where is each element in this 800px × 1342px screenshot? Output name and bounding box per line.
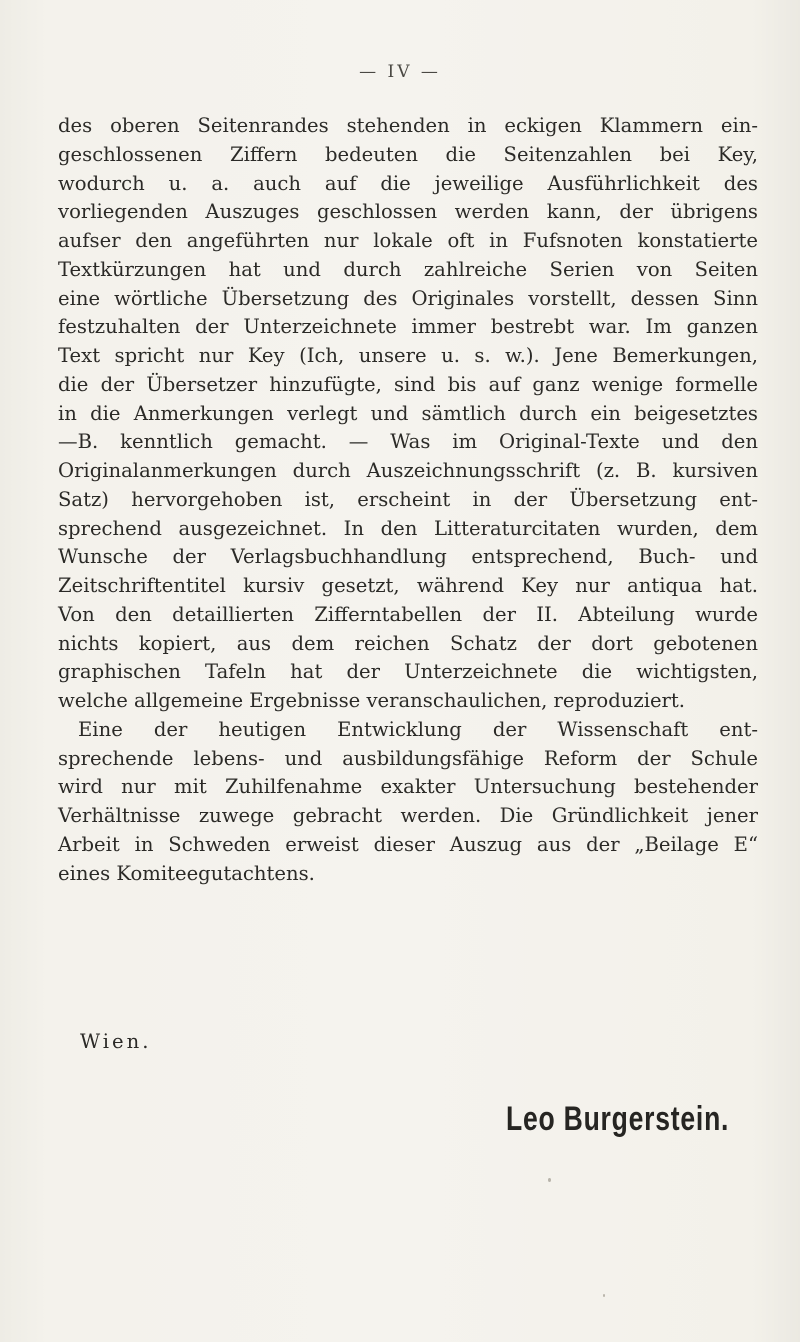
text-line: Eine der heutigen Entwicklung der Wissenschaft ent- xyxy=(78,717,758,741)
text-line: Zeitschriftentitel kursiv gesetzt, während Key nur antiqua hat. xyxy=(58,574,758,597)
text-line: die der Übersetzer hinzufügte, sind bis auf ganz wenige formelle xyxy=(58,372,758,396)
text-line: welche allgemeine Ergebnisse veranschaulichen, reproduziert. xyxy=(58,689,686,712)
text-line: Verhältnisse zuwege gebracht werden. Die Gründlichkeit jener xyxy=(58,804,758,827)
author-signature: Leo Burgerstein. xyxy=(506,1100,730,1138)
text-line: —B. kenntlich gemacht. — Was im Original-Texte und den xyxy=(58,430,758,454)
text-line: Text spricht nur Key (Ich, unsere u. s. w.). Jene Bemerkungen, xyxy=(58,344,758,367)
text-line: Von den detaillierten Zifferntabellen der II. Abteilung wurde xyxy=(58,602,758,626)
text-line: geschlossenen Ziffern bedeuten die Seitenzahlen bei Key, xyxy=(58,142,758,166)
text-line: nichts kopiert, aus dem reichen Schatz der dort gebotenen xyxy=(58,631,758,655)
text-line: Arbeit in Schweden erweist dieser Auszug aus der „Beilage E“ xyxy=(58,832,758,856)
paper-speck xyxy=(603,1294,605,1297)
text-line: graphischen Tafeln hat der Unterzeichnete die wichtigsten, xyxy=(58,660,758,684)
text-line: Originalanmerkungen durch Auszeichnungsschrift (z. B. kursiven xyxy=(58,459,758,482)
page-number: — IV — xyxy=(359,62,441,82)
text-line: vorliegenden Auszuges geschlossen werden kann, der übrigens xyxy=(58,200,758,224)
text-line: Wunsche der Verlagsbuchhandlung entsprechend, Buch- und xyxy=(58,545,758,569)
text-line: wodurch u. a. auch auf die jeweilige Ausführlichkeit des xyxy=(58,171,758,195)
text-line: sprechende lebens- und ausbildungsfähige Reform der Schule xyxy=(58,746,758,770)
paragraph-1 xyxy=(58,112,758,716)
text-line: sprechend ausgezeichnet. In den Litteraturcitaten wurden, dem xyxy=(58,516,758,540)
text-line: Satz) hervorgehoben ist, erscheint in der Übersetzung ent- xyxy=(58,487,758,511)
text-line: in die Anmerkungen verlegt und sämtlich durch ein beigesetztes xyxy=(58,401,758,425)
paper-speck xyxy=(548,1178,551,1182)
body-text xyxy=(58,112,758,888)
place-name: Wien. xyxy=(80,1030,152,1053)
text-line: wird nur mit Zuhilfenahme exakter Untersuchung bestehender xyxy=(58,775,758,799)
text-line: des oberen Seitenrandes stehenden in eckigen Klammern ein- xyxy=(58,114,758,137)
text-line: eines Komiteegutachtens. xyxy=(58,861,315,885)
text-line: festzuhalten der Unterzeichnete immer bestrebt war. Im ganzen xyxy=(58,315,758,339)
text-line: eine wörtliche Übersetzung des Originales vorstellt, dessen Sinn xyxy=(58,286,758,310)
paragraph-2 xyxy=(58,716,758,889)
text-line: Textkürzungen hat und durch zahlreiche Serien von Seiten xyxy=(58,257,758,281)
text-line: aufser den angeführten nur lokale oft in Fufsnoten konstatierte xyxy=(58,229,758,252)
